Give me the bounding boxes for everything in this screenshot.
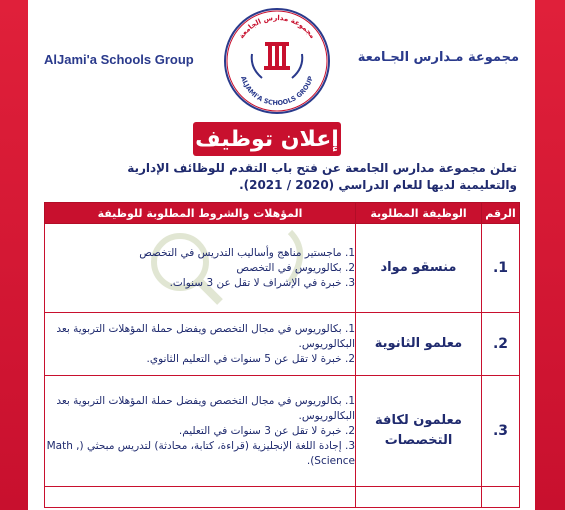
header-requirements: المؤهلات والشروط المطلوبة للوظيفة [45,203,356,224]
job-title: معلمون لكافة التخصصات [356,376,482,487]
logo-ring-text-bottom: ALJAMI'A SCHOOLS GROUP [239,75,315,108]
intro-line-1: تعلن مجموعة مدارس الجامعة عن فتح باب التقدم للوظائف الإدارية [127,161,517,175]
brand-name-english: AlJami'a Schools Group [44,52,194,67]
requirement-item: 1. ماجستير مناهج وأساليب التدريس في التخصص [139,246,355,259]
row-number: 2. [482,313,520,376]
school-logo [222,6,332,116]
requirement-item: 2. بكالوريوس في التخصص [236,261,355,274]
requirement-item: 2. خبرة لا تقل عن 5 سنوات في التعليم الثانوي. [146,352,355,365]
right-red-stripe [535,0,565,510]
table-row [45,313,520,376]
job-title: منسقو مواد [356,224,482,313]
table-row [45,224,520,313]
row-number-empty [482,487,520,508]
requirement-item: 2. خبرة لا تقل عن 3 سنوات في التعليم. [178,424,355,437]
announcement-intro [77,160,517,194]
announcement-title: إعلان توظيف [195,126,339,152]
announcement-title-banner [193,122,341,156]
requirement-item: 1. بكالوريوس في مجال التخصص ويفضل حملة المؤهلات التربوية بعد البكالوريوس. [56,394,355,422]
requirement-item: 3. إجادة اللغة الإنجليزية (قراءة، كتابة، محادثة) لتدريس مبحثي (Math , Science). [46,439,355,467]
requirement-item: 3. خبرة في الإشراف لا تقل عن 3 سنوات. [169,276,355,289]
table-row [45,376,520,487]
job-requirements [45,376,356,487]
logo-ring-text-top: مجموعة مدارس الجامعة [237,13,317,41]
job-title-empty [356,487,482,508]
job-requirements [45,313,356,376]
header-num: الرقم [482,203,520,224]
job-requirements-empty [45,487,356,508]
left-red-stripe [0,0,28,510]
requirement-item: 1. بكالوريوس في مجال التخصص ويفضل حملة المؤهلات التربوية بعد البكالوريوس. [56,322,355,350]
header-job: الوظيفة المطلوبة [356,203,482,224]
brand-name-arabic: مجموعة مـدارس الجـامعة [357,50,519,65]
jobs-table [44,202,520,508]
table-header-row [45,203,520,224]
job-title: معلمو الثانوية [356,313,482,376]
table-row-partial [45,487,520,508]
intro-line-2: والتعليمية لديها للعام الدراسي (2020 / 2021). [239,178,517,192]
row-number: 1. [482,224,520,313]
job-requirements [45,224,356,313]
row-number: 3. [482,376,520,487]
